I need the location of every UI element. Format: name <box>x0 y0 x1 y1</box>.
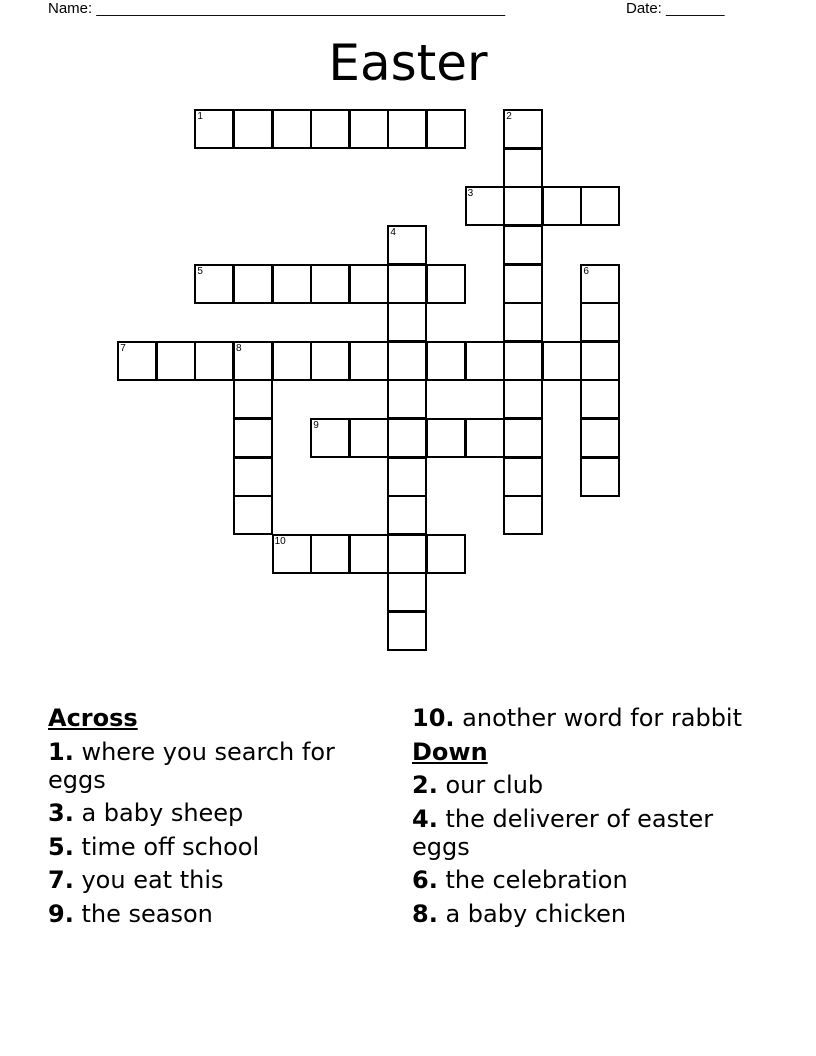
crossword-cell[interactable] <box>503 495 543 535</box>
clue-across-1 <box>48 738 388 794</box>
crossword-cell[interactable] <box>542 186 582 226</box>
crossword-cell[interactable] <box>580 341 620 381</box>
clue-number: 6. <box>412 866 438 894</box>
crossword-cell[interactable] <box>387 457 427 497</box>
crossword-cell[interactable] <box>349 534 389 574</box>
crossword-cell[interactable] <box>542 341 582 381</box>
clue-number: 4. <box>412 804 438 833</box>
across-heading: Across <box>48 704 138 732</box>
crossword-cell[interactable] <box>233 109 273 149</box>
name-field[interactable]: Name: _________________________________________________ <box>48 0 506 17</box>
clue-text: the season <box>81 899 213 928</box>
crossword-cell[interactable] <box>387 418 427 458</box>
crossword-cell[interactable] <box>503 225 543 265</box>
cell-number: 3 <box>467 188 474 200</box>
crossword-cell[interactable] <box>580 379 620 419</box>
clue-text: the celebration <box>445 866 628 894</box>
crossword-cell[interactable] <box>310 109 350 149</box>
crossword-cell[interactable] <box>349 341 389 381</box>
clue-down-8 <box>412 900 752 928</box>
crossword-cell[interactable] <box>503 148 543 188</box>
crossword-cell[interactable] <box>387 495 427 535</box>
crossword-cell[interactable] <box>503 418 543 458</box>
crossword-cell[interactable] <box>233 341 273 381</box>
crossword-cell[interactable] <box>272 109 312 149</box>
crossword-cell[interactable] <box>426 109 466 149</box>
clue-number: 2. <box>412 771 438 799</box>
crossword-cell[interactable] <box>387 379 427 419</box>
clue-down-6 <box>412 866 752 894</box>
crossword-cell[interactable] <box>272 264 312 304</box>
clue-across-9 <box>48 900 388 928</box>
crossword-cell[interactable] <box>310 534 350 574</box>
cell-number: 10 <box>274 535 286 547</box>
crossword-cell[interactable] <box>503 264 543 304</box>
clue-text: the deliverer of easter eggs <box>412 804 714 861</box>
crossword-cell[interactable] <box>503 109 543 149</box>
crossword-cell[interactable] <box>233 457 273 497</box>
cell-number: 7 <box>120 342 126 354</box>
crossword-cell[interactable] <box>580 418 620 458</box>
clue-number: 10. <box>412 704 455 732</box>
crossword-cell[interactable] <box>349 418 389 458</box>
crossword-cell[interactable] <box>349 109 389 149</box>
crossword-cell[interactable] <box>233 379 273 419</box>
crossword-cell[interactable] <box>194 109 234 149</box>
clue-down-2 <box>412 771 752 799</box>
crossword-cell[interactable] <box>426 534 466 574</box>
cell-number: 1 <box>197 111 203 123</box>
crossword-cell[interactable] <box>387 264 427 304</box>
down-heading: Down <box>412 737 488 766</box>
cell-number: 5 <box>197 265 203 277</box>
crossword-cell[interactable] <box>503 457 543 497</box>
date-field[interactable]: Date: _______ <box>626 0 725 17</box>
clue-text: a baby sheep <box>81 799 244 827</box>
cell-number: 6 <box>583 265 589 277</box>
crossword-cell[interactable] <box>387 611 427 651</box>
clue-across-10 <box>412 704 752 732</box>
crossword-cell[interactable] <box>233 495 273 535</box>
puzzle-title: Easter <box>328 34 488 92</box>
clues-column-left <box>48 704 388 933</box>
crossword-cell[interactable] <box>272 534 312 574</box>
crossword-cell[interactable] <box>387 302 427 342</box>
crossword-cell[interactable] <box>426 418 466 458</box>
crossword-cell[interactable] <box>387 225 427 265</box>
clue-across-7 <box>48 866 388 894</box>
crossword-cell[interactable] <box>233 418 273 458</box>
crossword-cell[interactable] <box>426 341 466 381</box>
crossword-cell[interactable] <box>310 341 350 381</box>
cell-number: 2 <box>506 111 512 123</box>
clue-across-3 <box>48 799 388 827</box>
clue-number: 3. <box>48 799 74 827</box>
clue-number: 9. <box>48 899 74 928</box>
crossword-cell[interactable] <box>503 379 543 419</box>
crossword-cell[interactable] <box>387 534 427 574</box>
crossword-cell[interactable] <box>580 186 620 226</box>
crossword-cell[interactable] <box>387 572 427 612</box>
crossword-cell[interactable] <box>272 341 312 381</box>
crossword-cell[interactable] <box>310 264 350 304</box>
crossword-cell[interactable] <box>465 341 505 381</box>
crossword-cell[interactable] <box>117 341 157 381</box>
cell-number: 8 <box>236 342 242 354</box>
clue-text: time off school <box>81 832 260 861</box>
clue-number: 5. <box>48 832 74 861</box>
clue-text: our club <box>445 771 544 799</box>
crossword-cell[interactable] <box>503 186 543 226</box>
crossword-cell[interactable] <box>194 264 234 304</box>
clue-text: where you search for eggs <box>48 737 335 794</box>
clue-down-4 <box>412 805 752 861</box>
crossword-cell[interactable] <box>426 264 466 304</box>
clue-number: 7. <box>48 866 74 894</box>
clues-column-right <box>412 704 752 933</box>
clue-text: a baby chicken <box>445 899 627 928</box>
crossword-cell[interactable] <box>503 341 543 381</box>
clue-across-5 <box>48 833 388 861</box>
crossword-cell[interactable] <box>580 302 620 342</box>
clue-text: you eat this <box>81 866 224 894</box>
crossword-cell[interactable] <box>503 302 543 342</box>
crossword-cell[interactable] <box>580 264 620 304</box>
crossword-cell[interactable] <box>465 418 505 458</box>
clue-text: another word for rabbit <box>462 704 743 732</box>
cell-number: 9 <box>313 420 319 431</box>
crossword-cell[interactable] <box>349 264 389 304</box>
crossword-cell[interactable] <box>194 341 234 381</box>
crossword-cell[interactable] <box>156 341 196 381</box>
crossword-cell[interactable] <box>580 457 620 497</box>
crossword-cell[interactable] <box>387 341 427 381</box>
crossword-cell[interactable] <box>233 264 273 304</box>
clue-number: 8. <box>412 899 438 928</box>
crossword-cell[interactable] <box>465 186 505 226</box>
crossword-cell[interactable] <box>387 109 427 149</box>
clue-number: 1. <box>48 737 74 766</box>
cell-number: 4 <box>390 227 396 238</box>
crossword-cell[interactable] <box>310 418 350 458</box>
